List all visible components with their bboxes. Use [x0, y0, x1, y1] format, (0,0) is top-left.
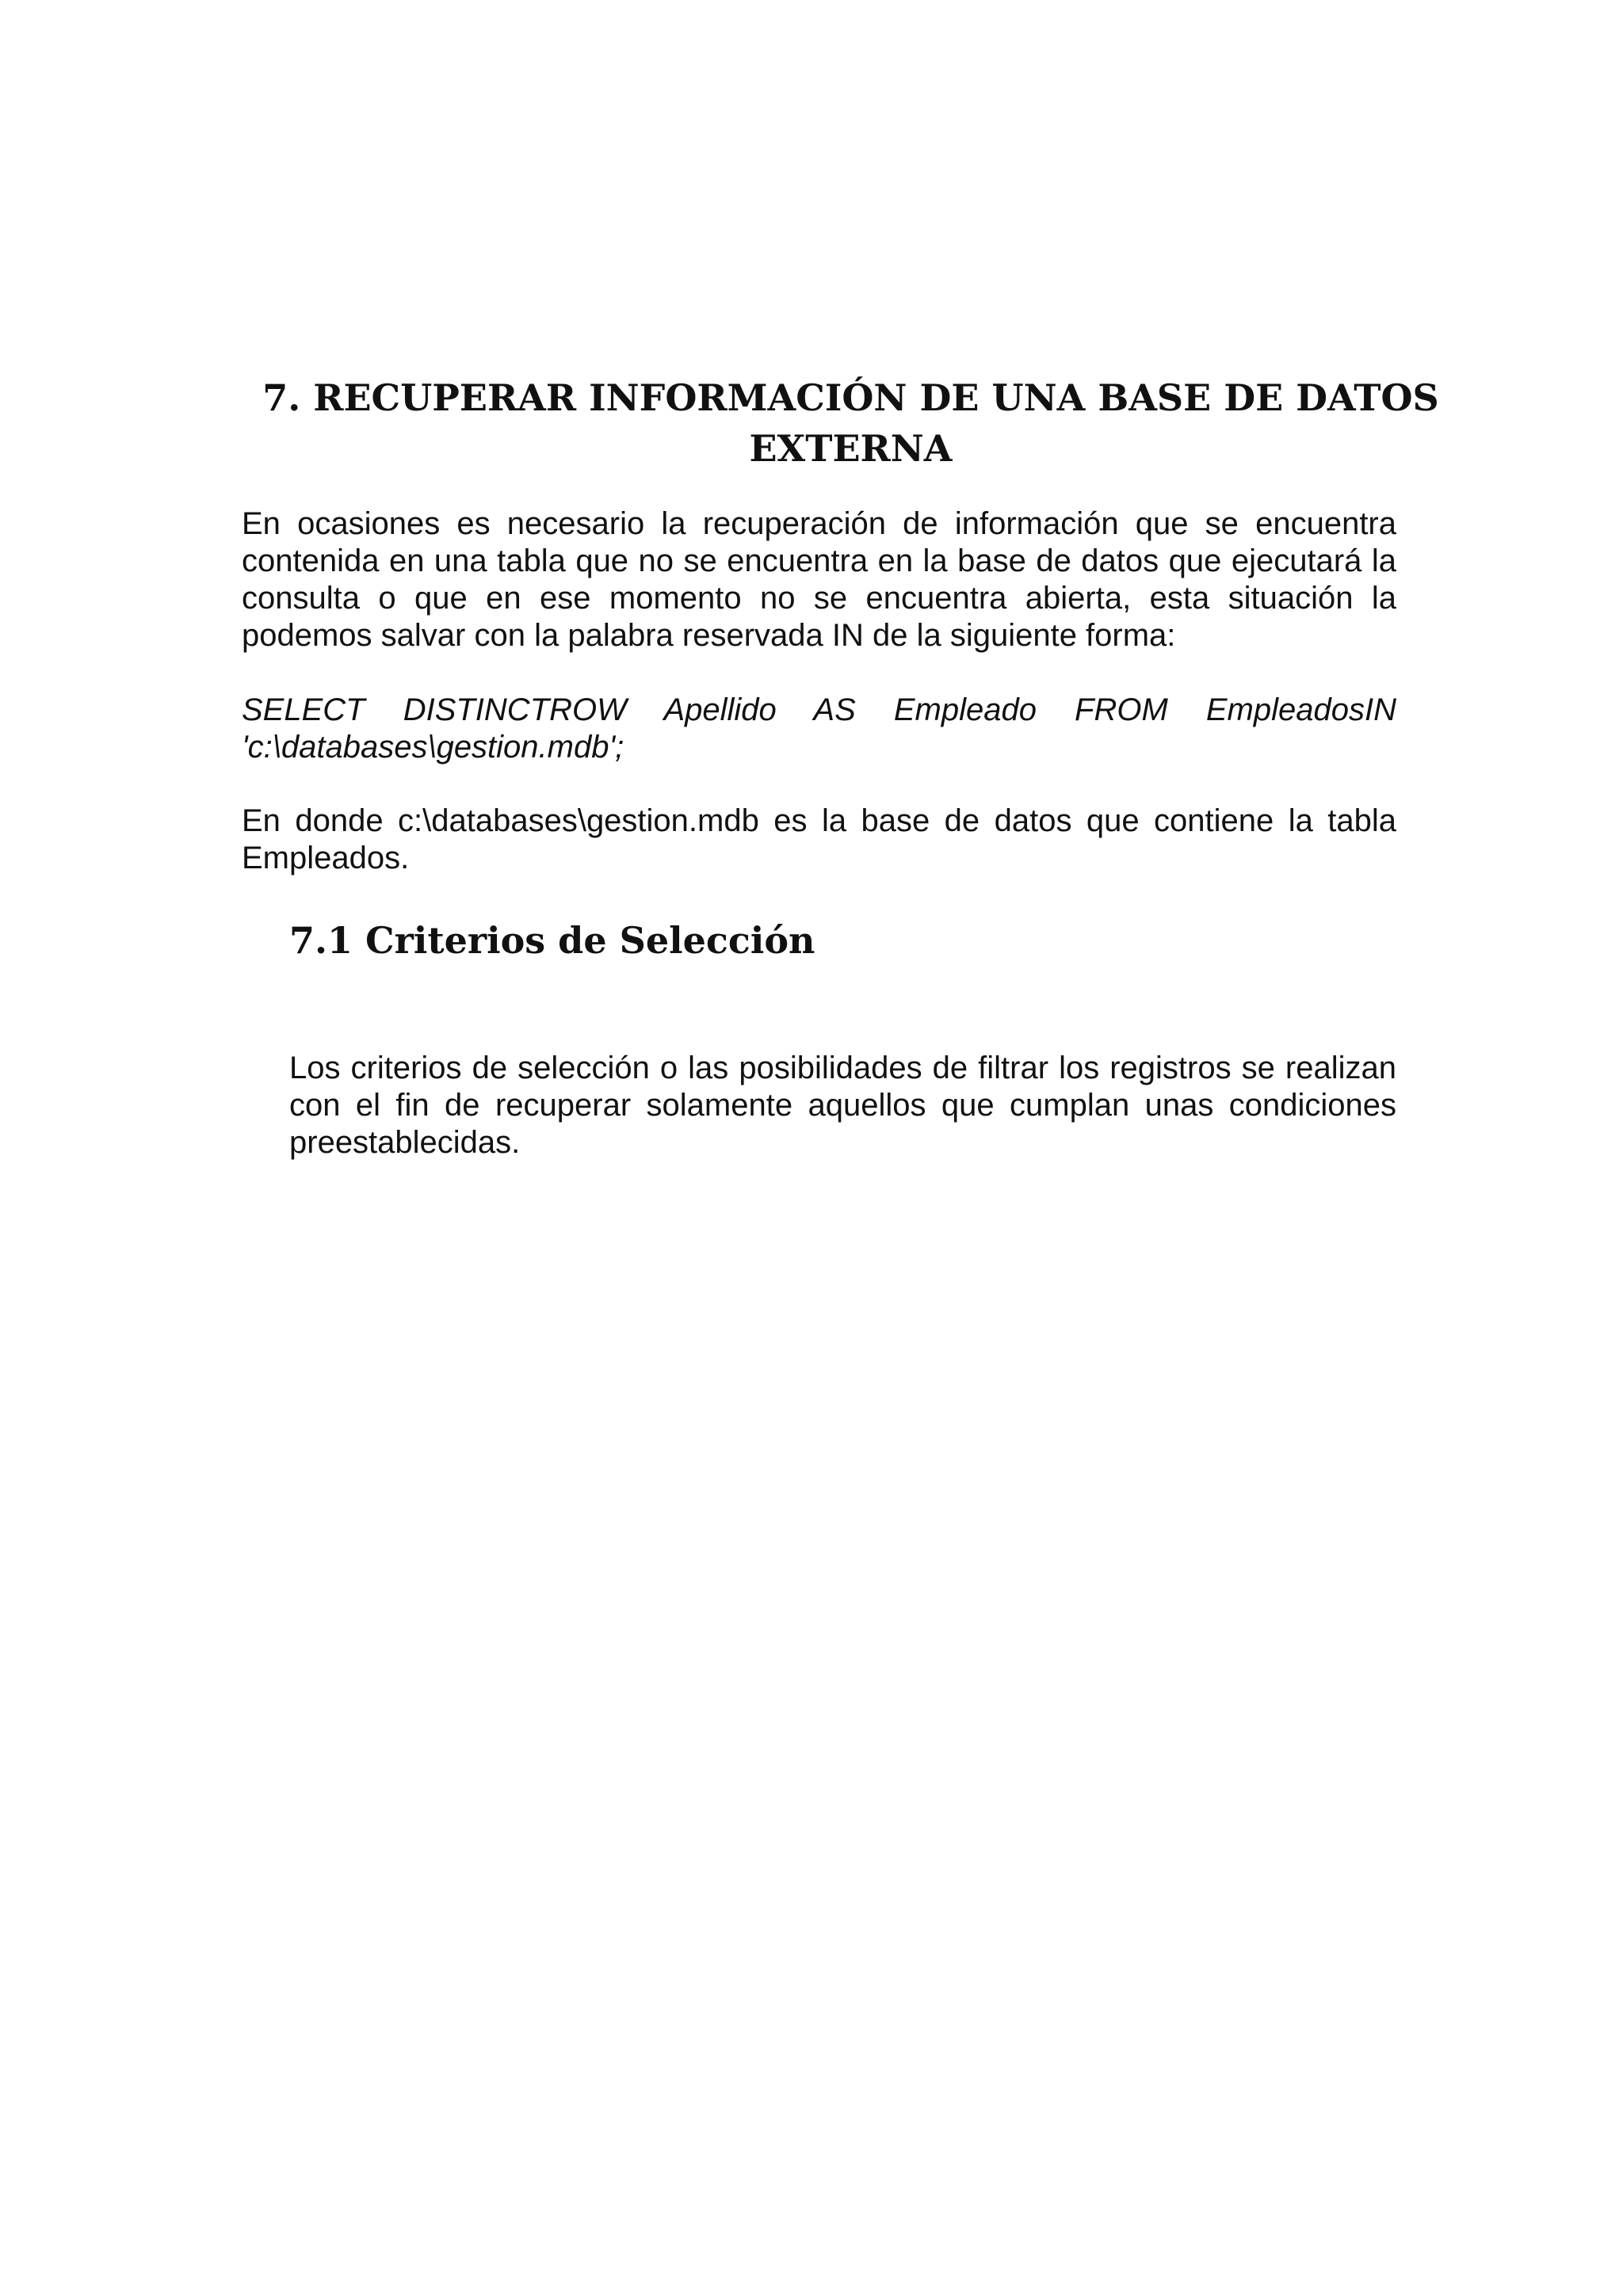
- subsection-heading: 7.1 Criterios de Selección: [289, 919, 815, 962]
- criteria-paragraph: Los criterios de selección o las posibilidades de filtrar los registros se realizan con el fin de recuperar solamente aquellos que cumplan unas condiciones preestablecidas.: [289, 1051, 1396, 1160]
- sql-example: SELECT DISTINCTROW Apellido AS Empleado FROM EmpleadosIN 'c:\databases\gestion.mdb';: [242, 692, 1396, 765]
- intro-paragraph: En ocasiones es necesario la recuperación de información que se encuentra contenida en una tabla que no se encuentra en la base de datos que ejecutará la consulta o que en ese momento no se encuentra abierta, esta situación la podemos salvar con la palabra reservada IN de la siguiente forma:: [242, 506, 1396, 653]
- section-heading: 7. RECUPERAR INFORMACIÓN DE UNA BASE DE DATOS EXTERNA: [262, 376, 1439, 470]
- database-explanation-paragraph: En donde c:\databases\gestion.mdb es la base de datos que contiene la tabla Empleados.: [242, 803, 1396, 875]
